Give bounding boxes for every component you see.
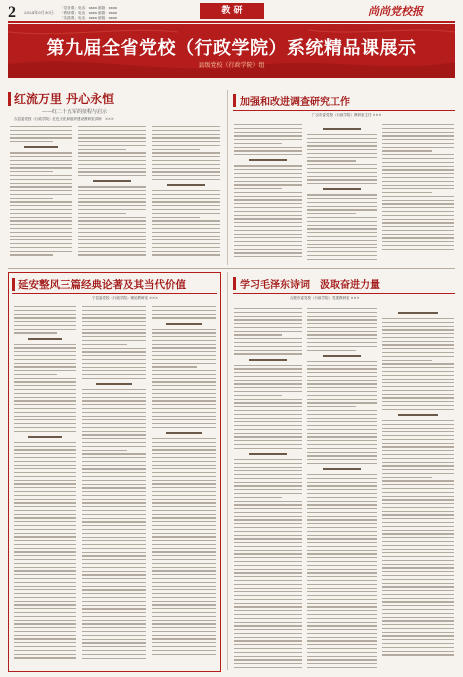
newspaper-logo: 尚尚党校报 xyxy=(368,6,423,18)
banner-subtitle: 县级党校（行政学院）组 xyxy=(198,62,265,69)
page-number: 2 xyxy=(8,4,16,21)
article-body-column xyxy=(78,126,146,262)
contact-line: 「党务课」电话：xxxx 邮箱：xxxx xyxy=(60,6,117,10)
article-body-column xyxy=(14,306,76,666)
header-rule xyxy=(8,21,455,23)
article-body-column xyxy=(382,124,454,264)
banner-title: 第九届全省党校（行政学院）系统精品课展示 xyxy=(46,38,417,59)
article-title: 学习毛泽东诗词 汲取奋进力量 xyxy=(240,280,380,291)
feature-banner xyxy=(8,24,455,78)
title-marker xyxy=(233,277,236,290)
article-body-column xyxy=(307,124,377,264)
article-body-column xyxy=(307,308,377,670)
article-body-column xyxy=(234,124,302,264)
contact-line: 「教研课」电话：xxxx 邮箱：xxxx xyxy=(60,10,117,15)
article-body-column xyxy=(382,308,454,670)
article-byline: 广汉市委党校（行政学院）教研室主任 ××× xyxy=(312,113,382,117)
title-marker xyxy=(8,92,11,106)
article-title: 红流万里 丹心永恒 xyxy=(14,92,115,106)
section-label: 教 研 xyxy=(200,3,264,19)
title-marker xyxy=(233,94,236,107)
title-rule xyxy=(12,293,217,294)
article-title: 加强和改进调查研究工作 xyxy=(240,97,350,108)
article-subtitle: ——红二十五军的征程与启示 xyxy=(42,109,108,115)
article-byline: 合肥市委党校（行政学院）党建教研室 ××× xyxy=(290,296,360,300)
article-byline: 宁县委党校（行政学院）理论教研室 ××× xyxy=(92,296,158,300)
contact-line: 「实践课」电话：xxxx 邮箱：xxxx xyxy=(60,15,117,20)
title-rule xyxy=(233,110,455,111)
contact-block xyxy=(60,6,180,20)
title-rule xyxy=(233,293,455,294)
article-body-column xyxy=(82,306,146,666)
article-byline: 吉县委党校（行政学院）红色文化和组织建设教研室讲师 ××× xyxy=(14,117,114,121)
column-divider xyxy=(227,90,228,265)
article-body-column xyxy=(234,308,302,670)
section-divider xyxy=(8,268,455,269)
column-divider xyxy=(227,272,228,670)
article-body-column xyxy=(10,126,72,262)
article-body-column xyxy=(152,126,220,262)
issue-date: 2024年9月30日 xyxy=(24,10,54,15)
title-marker xyxy=(12,278,15,291)
article-title: 延安整风三篇经典论著及其当代价值 xyxy=(18,279,186,291)
article-body-column xyxy=(152,306,216,666)
